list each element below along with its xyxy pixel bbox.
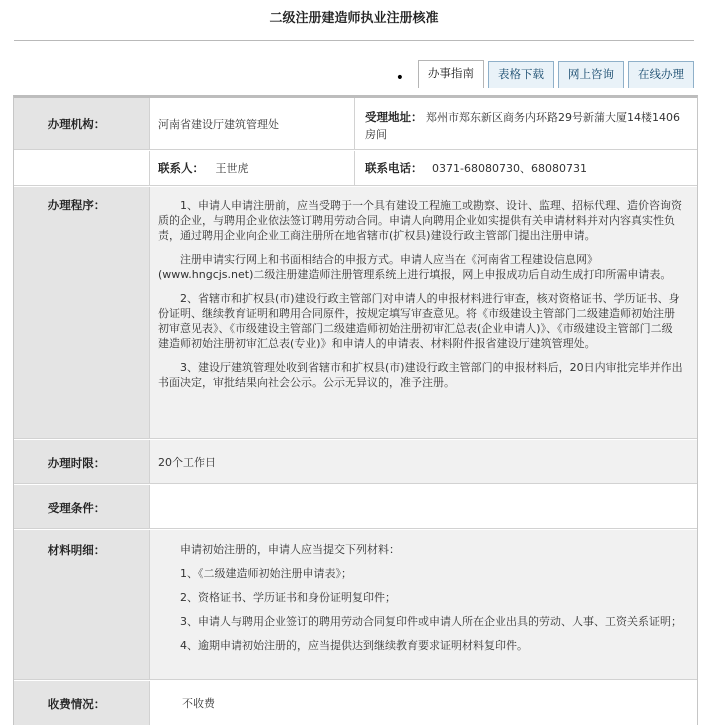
phone-value: 0371-68080730、68080731 <box>432 162 587 175</box>
contact-cell <box>150 151 355 185</box>
address-cell <box>355 98 697 149</box>
fees-value: 不收费 <box>150 681 697 725</box>
title-divider <box>14 40 694 41</box>
office-value: 河南省建设厅建筑管理处 <box>150 98 355 149</box>
procedure-row <box>14 187 697 439</box>
conditions-row <box>14 485 697 529</box>
office-row <box>14 98 697 150</box>
time-limit-value: 20个工作日 <box>150 440 697 483</box>
procedure-paragraph: 1、申请人申请注册前，应当受聘于一个具有建设工程施工或勘察、设计、监理、招标代理、造价咨询资质的企业，与聘用企业依法签订聘用劳动合同。申请人向聘用企业如实提供有关申请材料并对内容真实性负责，通过聘用企业向企业工商注册所在地省辖市(扩权县)建设行政主管部门提出注册申请。 <box>158 199 682 242</box>
materials-row <box>14 530 697 680</box>
tab-bar <box>396 60 694 88</box>
fees-row <box>14 681 697 725</box>
tab-guide[interactable]: 办事指南 <box>418 60 484 88</box>
page-title: 二级注册建造师执业注册核准 <box>269 11 439 26</box>
info-table <box>13 95 698 725</box>
office-label: 办理机构： <box>14 98 150 149</box>
procedure-paragraph: 2、省辖市和扩权县(市)建设行政主管部门对申请人的申报材料进行审查，核对资格证书、学历证书、身份证明、继续教育证明和聘用合同原件，按规定填写审查意见。将《市级建设主管部门二级建造师初始注册初审意见表》、《市级建设主管部门二级建造师初始注册初审汇总表(企业申请人)》、《市级建设主管部门二级建造师初始注册初审汇总表(专业)》和申请人的申请表、材料附件报省建设厅建筑管理处。 <box>158 292 680 350</box>
materials-item: 申请初始注册的，申请人应当提交下列材料： <box>180 543 400 556</box>
contact-value: 王世虎 <box>215 162 249 175</box>
address-label: 受理地址： <box>365 110 423 124</box>
conditions-label: 受理条件： <box>14 485 150 528</box>
materials-value <box>150 530 697 679</box>
phone-cell <box>355 151 697 185</box>
procedure-label: 办理程序： <box>14 187 150 438</box>
contact-row <box>14 151 697 186</box>
contact-cell-spacer <box>14 151 150 185</box>
contact-label: 联系人： <box>158 161 204 175</box>
time-limit-label: 办理时限： <box>14 440 150 483</box>
tab-form-download[interactable]: 表格下载 <box>488 61 554 88</box>
fees-label: 收费情况： <box>14 681 150 725</box>
materials-item: 4、逾期申请初始注册的，应当提供达到继续教育要求证明材料复印件。 <box>180 639 528 652</box>
conditions-value <box>150 485 697 528</box>
tab-online-consult[interactable]: 网上咨询 <box>558 61 624 88</box>
materials-item: 3、申请人与聘用企业签订的聘用劳动合同复印件或申请人所在企业出具的劳动、人事、工资关系证明； <box>180 615 682 628</box>
procedure-paragraph: 注册申请实行网上和书面相结合的申报方式。申请人应当在《河南省工程建设信息网》(www.hngcjs.net)二级注册建造师注册管理系统上进行填报，网上申报成功后自动生成打印所需申请表。 <box>158 253 672 281</box>
materials-item: 2、资格证书、学历证书和身份证明复印件； <box>180 591 396 604</box>
bullet-icon: • <box>395 70 404 86</box>
phone-label: 联系电话： <box>365 161 423 175</box>
address-value: 郑州市郑东新区商务内环路29号新蒲大厦14楼1406房间 <box>365 111 680 141</box>
materials-item: 1、《二级建造师初始注册申请表》； <box>180 567 352 580</box>
materials-label: 材料明细： <box>14 530 150 679</box>
tab-online-apply[interactable]: 在线办理 <box>628 61 694 88</box>
time-limit-row <box>14 440 697 484</box>
procedure-paragraph: 3、建设厅建筑管理处收到省辖市和扩权县(市)建设行政主管部门的申报材料后，20日内审批完毕并作出书面决定，审批结果向社会公示。公示无异议的，准予注册。 <box>158 361 683 389</box>
procedure-value <box>150 187 697 438</box>
